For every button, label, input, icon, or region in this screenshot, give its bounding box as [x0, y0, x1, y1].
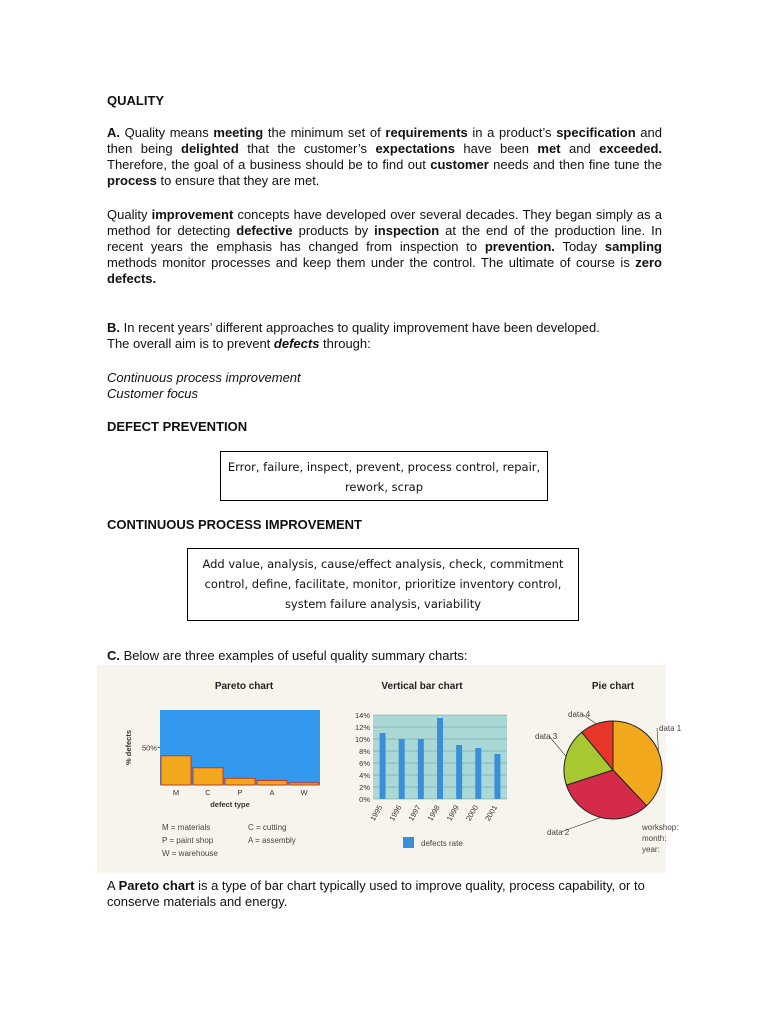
bold-term: zero defects.	[107, 255, 662, 286]
aim-item-continuous: Continuous process improvement	[107, 370, 301, 385]
bar-legend-swatch	[403, 837, 414, 848]
pareto-legend-entry: A = assembly	[248, 836, 296, 845]
section-c-paragraph: C. Below are three examples of useful quality summary charts:	[107, 648, 468, 663]
heading-quality: QUALITY	[107, 93, 165, 108]
bar-x-tick-label: 1999	[444, 803, 461, 823]
pareto-bar	[161, 756, 191, 785]
pie-legend-entry: workshop:	[642, 823, 679, 832]
section-b-label: B.	[107, 320, 120, 335]
bold-term: improvement	[151, 207, 234, 222]
bar-y-tick-label: 10%	[354, 735, 370, 744]
bold-term: prevention.	[484, 239, 555, 254]
bar-y-tick-label: 6%	[359, 759, 370, 768]
quality-charts-svg	[97, 665, 682, 873]
pareto-legend-entry: P = paint shop	[162, 836, 214, 845]
section-a-paragraph-1: A. Quality means meeting the minimum set of requirements in a product’s specification and then being delighted that the customer’s expectations have been met and exceeded. Therefore, the goal of a business should be to find out customer needs and then fine tune the process to ensure that they are met.	[107, 125, 663, 188]
bold-term: requirements	[385, 125, 468, 140]
pie-chart-title: Pie chart	[591, 681, 635, 692]
pie-slice-label: data 1	[659, 724, 682, 733]
bar-y-tick-label: 14%	[354, 711, 370, 720]
bar-chart-title: Vertical bar chart	[381, 681, 463, 692]
bar-y-tick-label: 2%	[359, 783, 370, 792]
aim-item-customer: Customer focus	[107, 386, 199, 401]
pareto-x-tick-label: M	[172, 788, 180, 797]
pareto-bar	[257, 781, 287, 786]
bold-term: met	[537, 141, 561, 156]
pareto-bar	[225, 778, 255, 785]
section-a-label: A.	[107, 125, 120, 140]
bar-x-tick-label: 1998	[425, 803, 442, 823]
bar-x-tick-label: 1995	[368, 803, 385, 823]
pareto-chart-title: Pareto chart	[214, 681, 274, 692]
pareto-x-tick-label: A	[269, 788, 275, 797]
bar-legend-label: defects rate	[421, 839, 463, 848]
bold-term: exceeded.	[599, 141, 662, 156]
bar-x-tick-label: 2001	[483, 803, 500, 823]
pie-legend-entry: month:	[642, 834, 667, 843]
bar-x-tick-label: 1996	[387, 803, 404, 823]
bold-term: customer	[430, 157, 489, 172]
bold-term: defective	[236, 223, 293, 238]
bar-y-tick-label: 0%	[359, 795, 370, 804]
pareto-legend-entry: C = cutting	[248, 823, 287, 832]
pareto-paragraph: A Pareto chart is a type of bar chart typically used to improve quality, process capability, or to conserve materials and energy.	[107, 878, 645, 909]
bold-term: delighted	[181, 141, 239, 156]
pareto-bar	[289, 783, 319, 785]
quality-charts-figure	[97, 665, 682, 873]
bar-chart-bar	[380, 733, 386, 799]
bar-x-tick-label: 2000	[463, 803, 481, 823]
bar-chart-bar	[399, 739, 405, 799]
defect-prevention-box: Error, failure, inspect, prevent, process control, repair, rework, scrap	[220, 451, 548, 501]
pareto-legend-entry: W = warehouse	[162, 849, 218, 858]
pareto-y-tick-label: 50%	[141, 743, 157, 753]
pareto-legend-entry: M = materials	[162, 823, 211, 832]
pareto-y-axis-label: % defects	[124, 729, 133, 766]
bar-y-tick-label: 8%	[359, 747, 370, 756]
bar-chart-bar	[437, 718, 443, 799]
section-a-paragraph-2: Quality improvement concepts have developed over several decades. They began simply as a method for detecting defective products by inspection at the end of the production line. In recent years the emphasis has changed from inspection to prevention. Today sampling methods monitor processes and keep them under the control. The ultimate of course is zero defects.	[107, 207, 662, 286]
heading-defect-prevention: DEFECT PREVENTION	[107, 419, 248, 434]
heading-continuous-process-improvement: CONTINUOUS PROCESS IMPROVEMENT	[107, 517, 362, 532]
pareto-bar	[193, 768, 223, 785]
bar-y-tick-label: 12%	[354, 723, 370, 732]
bold-term: process	[107, 173, 157, 188]
bar-x-tick-label: 1997	[406, 803, 423, 823]
bar-chart-bar	[475, 748, 481, 799]
bold-term: inspection	[374, 223, 440, 238]
pareto-x-tick-label: C	[205, 788, 211, 797]
pareto-x-tick-label: P	[237, 788, 243, 797]
bar-chart-bar	[418, 739, 424, 799]
pie-legend-entry: year:	[642, 845, 660, 854]
bar-chart-bar	[456, 745, 462, 799]
bold-term: expectations	[375, 141, 455, 156]
pie-slice-label: data 2	[547, 828, 570, 837]
bold-term: specification	[556, 125, 636, 140]
bar-chart-bar	[494, 754, 500, 799]
bar-y-tick-label: 4%	[359, 771, 370, 780]
bold-term: meeting	[213, 125, 264, 140]
pareto-x-tick-label: W	[300, 788, 308, 797]
aim-list	[107, 370, 662, 402]
section-b-paragraph: B. In recent years’ different approaches to quality improvement have been developed. The overall aim is to prevent defects through:	[107, 320, 600, 351]
pie-slice-label: data 4	[568, 710, 591, 719]
pie-slice-label: data 3	[535, 732, 558, 741]
bold-term: sampling	[604, 239, 662, 254]
pareto-x-axis-label: defect type	[210, 800, 250, 809]
cpi-box: Add value, analysis, cause/effect analysis, check, commitment control, define, facilitate, monitor, prioritize inventory control, system failure analysis, variability	[187, 548, 579, 621]
